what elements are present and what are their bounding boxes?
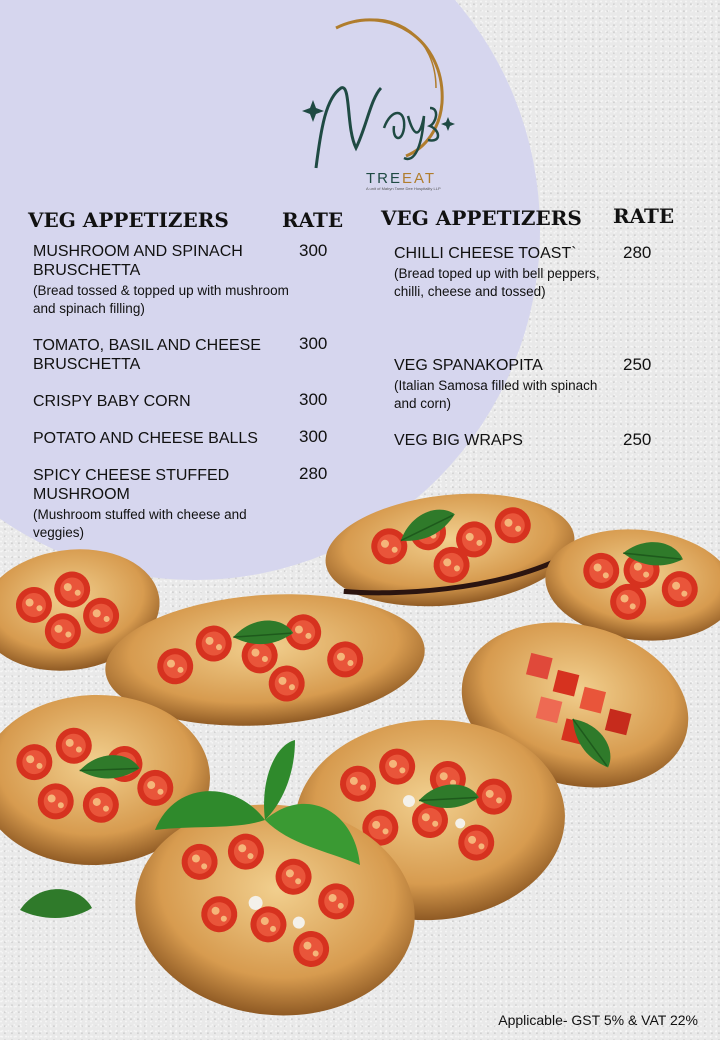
item-rate: 300 [299,390,328,409]
item-name: TOMATO, BASIL AND CHEESE BRUSCHETTA [33,337,261,373]
menu-item [33,429,293,448]
item-name: VEG SPANAKOPITA [394,357,543,374]
item-rate: 300 [299,334,328,353]
menu-item [33,336,293,374]
item-rate: 250 [623,355,652,374]
menu-item [33,392,293,411]
right-heading: VEG APPETIZERS [381,206,582,230]
left-heading: VEG APPETIZERS [28,208,229,232]
item-rate: 250 [623,430,652,449]
item-desc: (Mushroom stuffed with cheese and veggies) [33,507,247,540]
menu-item [394,431,604,450]
item-desc: (Bread tossed & topped up with mushroom and spinach filling) [33,283,289,316]
brand-treat: TREEAT [366,170,437,187]
item-rate: 300 [299,241,328,260]
tax-note: Applicable- GST 5% & VAT 22% [498,1012,698,1028]
item-rate: 300 [299,427,328,446]
left-rate-heading: RATE [282,208,344,232]
menu-item [394,244,604,301]
item-name: CHILLI CHEESE TOAST` [394,245,577,262]
right-rate-heading: RATE [613,204,675,228]
brand-tagline: A unit of Mabyn Tame Dee Hospitality LLP [366,186,441,191]
item-name: SPICY CHEESE STUFFED MUSHROOM [33,467,230,503]
item-rate: 280 [623,243,652,262]
bruschetta-image [0,490,720,1040]
item-desc: (Bread toped up with bell peppers, chilli, cheese and tossed) [394,266,600,299]
item-name: CRISPY BABY CORN [33,393,191,410]
menu-item [394,356,604,413]
item-name: POTATO AND CHEESE BALLS [33,430,258,447]
item-rate: 280 [299,464,328,483]
item-name: VEG BIG WRAPS [394,432,523,449]
item-desc: (Italian Samosa filled with spinach and corn) [394,378,598,411]
menu-item [33,242,293,318]
item-name: MUSHROOM AND SPINACH BRUSCHETTA [33,243,243,279]
